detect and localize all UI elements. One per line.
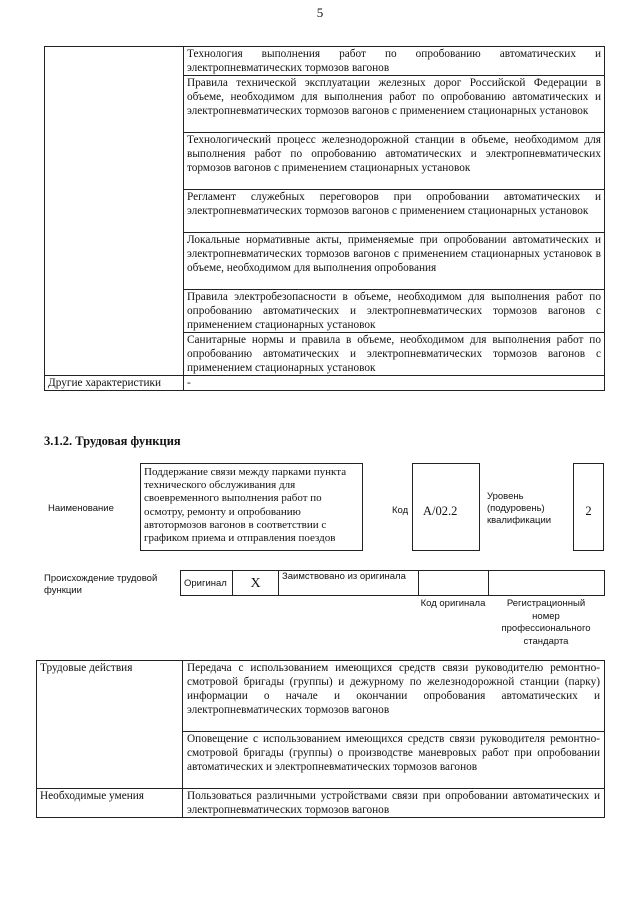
- original-mark: X: [233, 571, 279, 596]
- code-box: А/02.2: [412, 463, 480, 551]
- knowledge-item: Санитарные нормы и правила в объеме, необходимом для выполнения работ по опробованию автоматических и электропневматических тормозов вагонов с применением стационарных установок: [184, 333, 605, 376]
- other-label: Другие характеристики: [45, 376, 184, 391]
- page-number: 5: [316, 5, 324, 20]
- action-item: Оповещение с использованием имеющихся средств связи руководителя ремонтно-смотровой бригады (группы) о производстве маневровых работ при опробовании автоматических и электропневматических тормозов вагонов: [183, 732, 605, 789]
- origin-label: Происхождение трудовой функции: [44, 573, 158, 596]
- knowledge-table: [44, 46, 605, 391]
- origin-code-cell: [419, 571, 489, 596]
- table-row: [45, 47, 605, 76]
- table-row: [37, 789, 605, 818]
- table-row: [181, 571, 605, 596]
- function-name-box: Поддержание связи между парками пункта технического обслуживания для своевременного выполнения работ по осмотру, ремонту и опробованию автотормозов вагонов в соответствии с графиком приема и отправления поездов: [140, 463, 363, 551]
- name-label: Наименование: [48, 503, 114, 514]
- actions-label: Трудовые действия: [37, 661, 183, 789]
- knowledge-item: Технологический процесс железнодорожной станции в объеме, необходимом для выполнения работ по опробованию автоматических и электропневматических тормозов вагонов с применением стационарных установок: [184, 133, 605, 190]
- other-value: -: [184, 376, 605, 391]
- knowledge-item: Регламент служебных переговоров при опробовании автоматических и электропневматических тормозов вагонов с применением стационарных установок: [184, 190, 605, 233]
- section-title: 3.1.2. Трудовая функция: [44, 434, 181, 448]
- code-label: Код: [392, 505, 409, 516]
- level-label: Уровень (подуровень) квалификации: [487, 491, 552, 526]
- reg-caption: Регистрационный номер профессионального стандарта: [501, 598, 591, 647]
- original-label: Оригинал: [181, 571, 233, 596]
- table-row: [37, 661, 605, 732]
- knowledge-item: Правила электробезопасности в объеме, необходимом для выполнения работ по опробованию автоматических и электропневматических тормозов вагонов с применением стационарных установок: [184, 290, 605, 333]
- actions-table: [36, 660, 605, 818]
- borrowed-label: Заимствовано из оригинала: [279, 571, 419, 596]
- knowledge-label-cell: [45, 47, 184, 376]
- level-box: 2: [573, 463, 604, 551]
- origin-reg-cell: [489, 571, 605, 596]
- knowledge-item: Правила технической эксплуатации железных дорог Российской Федерации в объеме, необходимом для выполнения работ по опробованию автоматических и электропневматических тормозов вагонов с применением стационарных установок: [184, 76, 605, 133]
- skills-item: Пользоваться различными устройствами связи при опробовании автоматических и электропневматических тормозов вагонов: [183, 789, 605, 818]
- skills-label: Необходимые умения: [37, 789, 183, 818]
- origin-table: [180, 570, 605, 596]
- knowledge-item: Локальные нормативные акты, применяемые при опробовании автоматических и электропневматических тормозов вагонов с применением стационарных установок в объеме, необходимом для выполнения опробования: [184, 233, 605, 290]
- table-row: [45, 376, 605, 391]
- action-item: Передача с использованием имеющихся средств связи руководителю ремонтно-смотровой бригады (группы) и дежурному по железнодорожной станции (парку) информации о начале и окончании опробования автоматических и электропневматических тормозов вагонов: [183, 661, 605, 732]
- code-caption: Код оригинала: [420, 598, 486, 609]
- knowledge-item: Технология выполнения работ по опробованию автоматических и электропневматических тормозов вагонов: [184, 47, 605, 76]
